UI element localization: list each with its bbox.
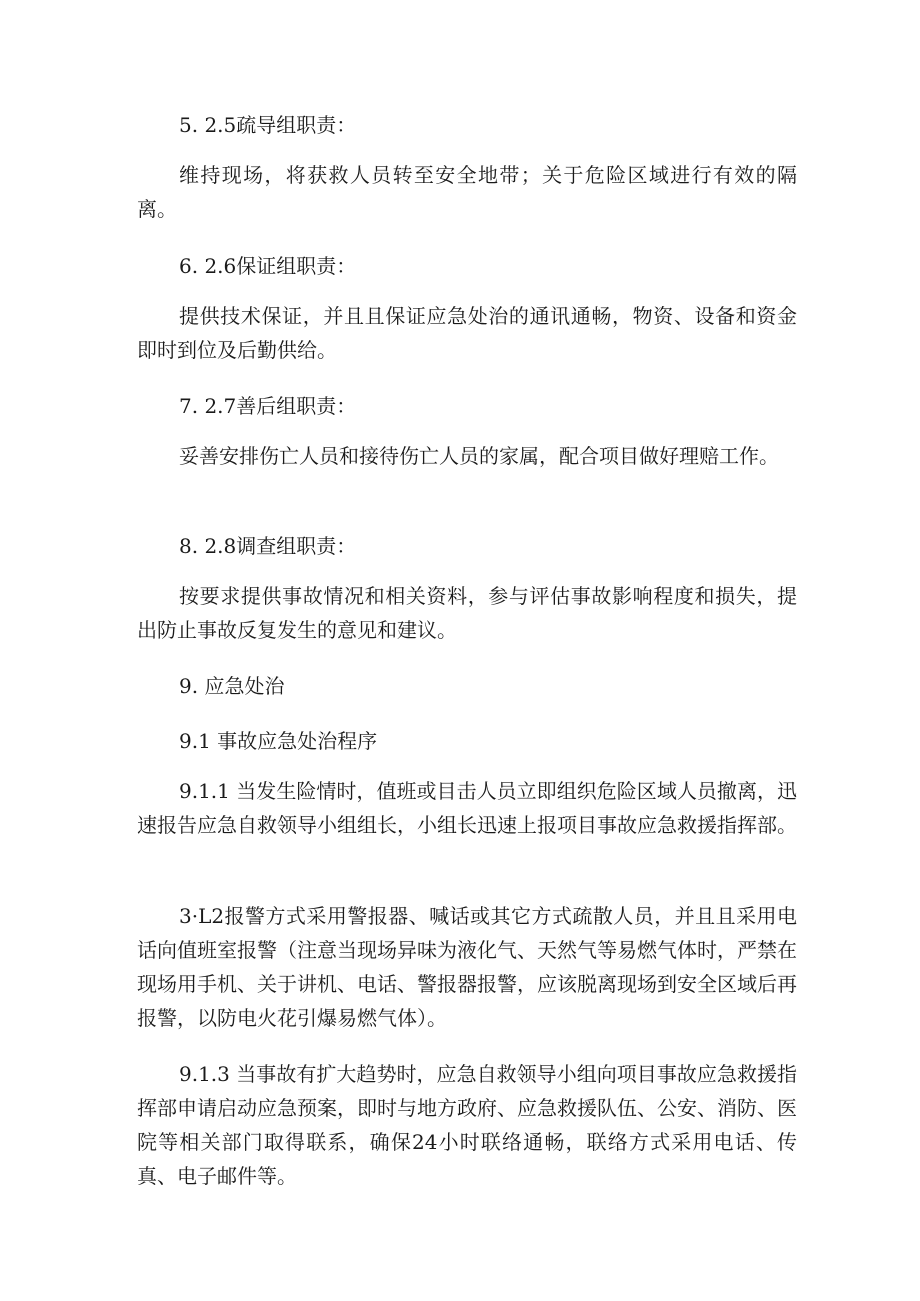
heading-2-7-aftermath-team: 7. 2.7善后组职责：	[179, 394, 357, 418]
heading-2-5-guidance-team: 5. 2.5疏导组职责：	[179, 113, 357, 137]
paragraph-investigation-team-duties: 按要求提供事故情况和相关资料，参与评估事故影响程度和损失，提出防止事故反复发生的意见和建议。	[137, 584, 797, 642]
paragraph-guidance-team-duties: 维持现场，将获救人员转至安全地带；关于危险区域进行有效的隔离。	[137, 163, 797, 221]
paragraph-aftermath-team-duties: 妥善安排伤亡人员和接待伤亡人员的家属，配合项目做好理赔工作。	[179, 444, 779, 468]
paragraph-9-1-3: 9.1.3 当事故有扩大趋势时，应急自救领导小组向项目事故应急救援指挥部申请启动应急预案，即时与地方政府、应急救援队伍、公安、消防、医院等相关部门取得联系，确保24小时联络通畅，联络方式采用电话、传真、电子邮件等。	[137, 1062, 797, 1188]
heading-2-6-support-team: 6. 2.6保证组职责：	[179, 254, 357, 278]
heading-2-8-investigation-team: 8. 2.8调查组职责：	[179, 534, 357, 558]
paragraph-support-team-duties: 提供技术保证，并且且保证应急处治的通讯通畅，物资、设备和资金即时到位及后勤供给。	[137, 304, 797, 362]
heading-9-emergency-handling: 9. 应急处治	[179, 674, 285, 698]
paragraph-9-1-2-alarm: 3·L2报警方式采用警报器、喊话或其它方式疏散人员，并且且采用电话向值班室报警（注意当现场异味为液化气、天然气等易燃气体时，严禁在现场用手机、关于讲机、电话、警报器报警，应该脱离现场到安全区域后再报警，以防电火花引爆易燃气体）。	[137, 904, 797, 1030]
heading-9-1-procedure: 9.1 事故应急处治程序	[179, 729, 378, 753]
paragraph-9-1-1: 9.1.1 当发生险情时，值班或目击人员立即组织危险区域人员撤离，迅速报告应急自救领导小组组长，小组长迅速上报项目事故应急救援指挥部。	[137, 779, 797, 837]
